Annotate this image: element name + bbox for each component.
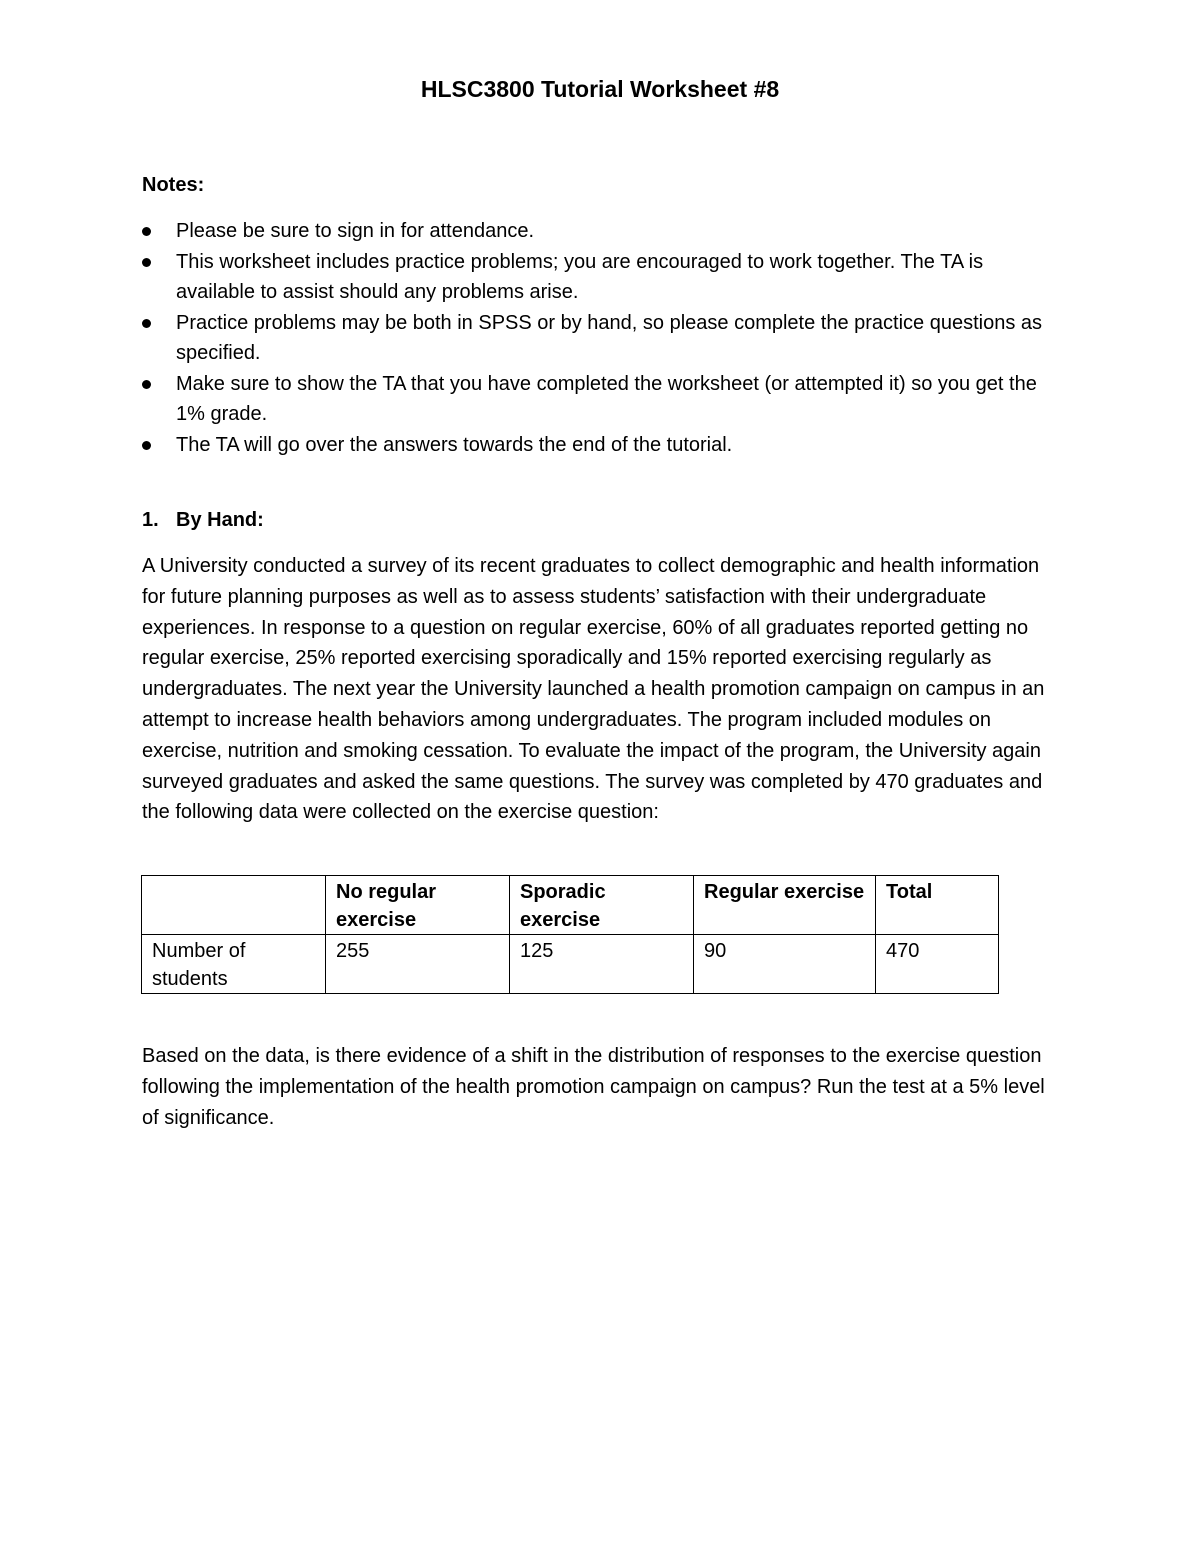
table-row	[142, 935, 999, 994]
exercise-data-table	[141, 875, 999, 994]
page-title: HLSC3800 Tutorial Worksheet #8	[420, 76, 780, 102]
table-header-cell: Sporadic exercise	[510, 876, 694, 935]
note-text: Practice problems may be both in SPSS or by hand, so please complete the practice questions as specified.	[176, 311, 1043, 364]
table-header-cell: Total	[876, 876, 999, 935]
note-item	[142, 430, 1062, 461]
note-text: The TA will go over the answers towards the end of the tutorial.	[176, 433, 733, 456]
table-header-cell: No regular exercise	[326, 876, 510, 935]
notes-list	[142, 216, 1062, 460]
table-cell: Number of students	[142, 935, 326, 994]
table-cell: 255	[326, 935, 510, 994]
bullet-icon	[142, 441, 151, 450]
bullet-icon	[142, 380, 151, 389]
table-cell: 90	[694, 935, 876, 994]
question-heading	[142, 505, 264, 535]
table-header-row	[142, 876, 999, 935]
table-header-cell: Regular exercise	[694, 876, 876, 935]
note-text: This worksheet includes practice problems; you are encouraged to work together. The TA is available to assist should any problems arise.	[176, 250, 984, 303]
table-cell: 470	[876, 935, 999, 994]
bullet-icon	[142, 319, 151, 328]
note-item	[142, 308, 1062, 369]
table-header-cell	[142, 876, 326, 935]
question-heading-text: By Hand:	[176, 509, 264, 531]
bullet-icon	[142, 258, 151, 267]
note-text: Make sure to show the TA that you have completed the worksheet (or attempted it) so you get the 1% grade.	[176, 372, 1037, 425]
follow-up-paragraph: Based on the data, is there evidence of a shift in the distribution of responses to the exercise question following the implementation of the health promotion campaign on campus? Run the test at a 5% level of significance.	[142, 1045, 1045, 1129]
note-item	[142, 216, 1062, 247]
table-cell: 125	[510, 935, 694, 994]
question-paragraph: A University conducted a survey of its recent graduates to collect demographic and health information for future planning purposes as well as to assess students’ satisfaction with their undergraduate experiences. In response to a question on regular exercise, 60% of all graduates reported getting no regular exercise, 25% reported exercising sporadically and 15% reported exercising regularly as undergraduates. The next year the University launched a health promotion campaign on campus in an attempt to increase health behaviors among undergraduates. The program included modules on exercise, nutrition and smoking cessation. To evaluate the impact of the program, the University again surveyed graduates and asked the same questions. The survey was completed by 470 graduates and the following data were collected on the exercise question:	[142, 555, 1045, 824]
notes-heading: Notes:	[142, 174, 205, 196]
bullet-icon	[142, 227, 151, 236]
note-item	[142, 369, 1062, 430]
note-text: Please be sure to sign in for attendance.	[176, 220, 535, 242]
question-number: 1.	[142, 509, 159, 531]
note-item	[142, 247, 1062, 308]
